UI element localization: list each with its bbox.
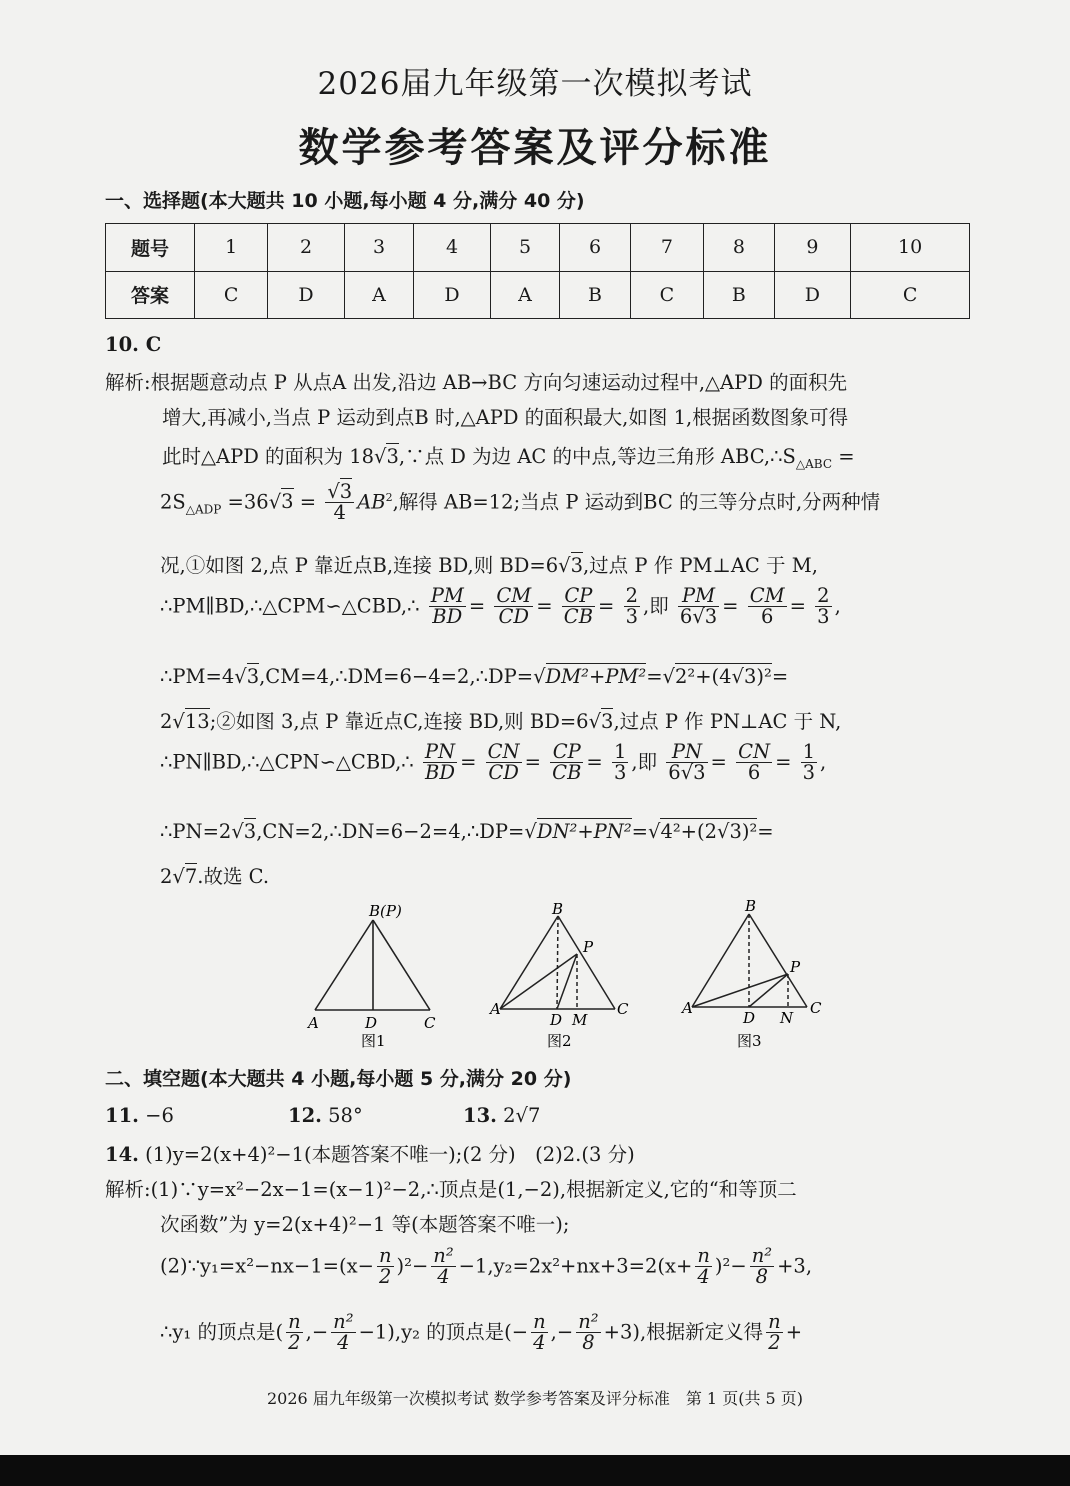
radicand: 7 (184, 865, 198, 888)
answer: (1)y=2(x+4)²−1(本题答案不唯一);(2 分) (2)2.(3 分) (145, 1143, 635, 1166)
text: (− (504, 1320, 529, 1344)
radicand: 3 (243, 820, 257, 843)
text: = (771, 665, 789, 688)
label-n: N (780, 1009, 794, 1027)
answer: 58° (328, 1104, 363, 1127)
label-m: M (572, 1011, 588, 1029)
fraction: $\frac{\text{n²}}{8}$ (578, 1310, 599, 1355)
text: ∴PN=2 (160, 820, 232, 843)
sqrt-sign: √ (231, 820, 244, 843)
text: ,CN=2,∴DN=6−2=4,∴DP= (256, 820, 525, 843)
q12 (288, 1104, 363, 1127)
superscript: 2 (385, 490, 393, 504)
text: 根据题意动点 P 从点A 出发,沿边 AB→BC 方向匀速运动过程中,△APD 的面积先 (150, 371, 848, 394)
line-ab (315, 920, 373, 1010)
label-p: P (790, 958, 801, 976)
table-header-answer: 答案 (106, 271, 195, 319)
text: ,过点 P 作 PN⊥AC 于 N, (613, 710, 842, 733)
line-bc (373, 920, 430, 1010)
text: ,解得 AB=12;当点 P 运动到BC 的三等分点时,分两种情 (392, 490, 881, 514)
text: + (785, 1320, 803, 1344)
line-ap (500, 954, 577, 1009)
table-cell: 9 (774, 224, 851, 272)
sqrt-sign: √ (374, 445, 387, 468)
q-label: 11. (105, 1104, 139, 1127)
text: = (757, 820, 774, 843)
fraction: $\frac{2}{3}$ (817, 584, 830, 629)
text: (1)∵y=x²−2x−1=(x−1)²−2,∴顶点是(1,−2),根据新定义,它的“和等顶二 (150, 1178, 797, 1201)
text: ∴PM=4 (160, 665, 235, 688)
fraction: $\frac{PM}{6√3}$ (679, 584, 718, 629)
fraction: $\frac{\text{n²}}{4}$ (433, 1244, 454, 1289)
q10-line10 (160, 820, 774, 843)
fraction: $\frac{CM}{6}$ (749, 584, 785, 629)
radicand: 3 (339, 480, 353, 503)
answer: 2√7 (503, 1104, 541, 1127)
line-bd-dashed (557, 916, 558, 1009)
table-cell: D (414, 271, 491, 319)
text: ;②如图 3,点 P 靠近点C,连接 BD,则 BD=6 (209, 710, 589, 733)
figure-caption: 图2 (547, 1032, 572, 1050)
text: ,即 (631, 750, 658, 774)
sqrt-sign: √ (327, 480, 340, 503)
sqrt-sign: √ (172, 865, 185, 888)
text: = (832, 445, 855, 468)
fraction: $\frac{CN}{CD}$ (487, 740, 520, 785)
text: ,过点 P 作 PM⊥AC 于 M, (582, 554, 818, 577)
table-cell: C (195, 271, 268, 319)
fraction: $\frac{CP}{CB}$ (552, 740, 582, 785)
q10-line9: ∴PN∥BD,∴△CPN∽△CBD,∴ $\frac{PN}{BD}$ = $\frac{CN}{CD}$ = $\frac{CP}{CB}$ = $\frac{1}{3}$ ,即 $\frac{PN}{6√3}$ = $\frac{CN}{6}$ = $\frac{1}{3}$ , (160, 740, 827, 785)
text: 2 (160, 710, 173, 733)
label-b: B (552, 900, 564, 918)
label-bp: B(P) (369, 902, 402, 920)
figure-1 (315, 920, 430, 1010)
page-footer: 2026 届九年级第一次模拟考试 数学参考答案及评分标准 第 1 页(共 5 页) (266, 1389, 804, 1408)
line-pd (749, 974, 788, 1007)
table-cell: 6 (560, 224, 631, 272)
text: ∴y₁ 的顶点是 (160, 1320, 276, 1344)
table-cell: 4 (414, 224, 491, 272)
sqrt-sign: √ (662, 665, 675, 688)
answer: −6 (145, 1104, 174, 1127)
table-cell: A (344, 271, 413, 319)
text: (x+ (657, 1254, 693, 1278)
table-cell: 2 (268, 224, 345, 272)
q13 (463, 1104, 540, 1127)
q14-line4 (160, 1312, 802, 1354)
sqrt-sign: √ (268, 490, 282, 514)
table-row (106, 271, 970, 319)
line-pd (557, 954, 577, 1009)
fraction: $\frac{CP}{CB}$ (563, 584, 594, 629)
radicand: DN²+PN² (536, 820, 632, 843)
fraction: $\frac{\text{n²}}{4}$ (333, 1310, 354, 1355)
subscript: △ABC (795, 456, 833, 471)
radicand: 3 (570, 554, 583, 577)
label-p: P (583, 938, 594, 956)
table-cell: 1 (195, 224, 268, 272)
q10-line11 (160, 861, 269, 889)
q-label: 12. (288, 1104, 322, 1127)
sqrt-sign: √ (524, 820, 537, 843)
text: ,CM=4,∴DM=6−4=2,∴DP= (259, 665, 534, 688)
figures (290, 892, 850, 1057)
label-b: B (745, 897, 757, 915)
q14 (105, 1139, 635, 1167)
fraction: $\frac{n}{4}$ (533, 1310, 546, 1355)
text: ( (275, 1320, 284, 1344)
radicand: 3 (281, 490, 294, 514)
q-label: 13. (463, 1104, 497, 1127)
label-a: A (308, 1014, 319, 1032)
text: (2)∵y₁=x²−nx−1= (160, 1254, 339, 1278)
text: AB (357, 490, 386, 514)
denominator: 4 (333, 501, 346, 525)
q10-line8 (160, 706, 841, 734)
text: ∴PN∥BD,∴△CPN∽△CBD,∴ (160, 750, 414, 774)
text: ,− (305, 1320, 329, 1344)
text: +3) (603, 1320, 640, 1344)
text: −1) (358, 1320, 395, 1344)
q10-line6: ∴PM∥BD,∴△CPM∽△CBD,∴ $\frac{PM}{BD}$ = $\frac{CM}{CD}$ = $\frac{CP}{CB}$ = $\frac{2}{3}$ ,即 $\frac{PM}{6√3}$ = $\frac{CM}{6}$ = $\frac{2}{3}$ , (160, 584, 841, 629)
text: (x− (339, 1254, 374, 1278)
q10-line5 (160, 550, 818, 578)
table-cell: D (774, 271, 851, 319)
text: )²− (396, 1254, 429, 1278)
fraction: $\frac{2}{3}$ (625, 584, 639, 629)
radicand: 3 (601, 710, 614, 733)
table-cell: C (851, 271, 970, 319)
table-cell: D (268, 271, 345, 319)
text: = (646, 665, 663, 688)
sqrt-sign: √ (533, 665, 546, 688)
fraction: $\frac{PM}{BD}$ (430, 584, 464, 629)
label-c: C (617, 1000, 629, 1018)
jiexi-label: 解析: (105, 371, 151, 394)
table-cell: B (704, 271, 775, 319)
fraction: $\frac{n}{2}$ (288, 1310, 301, 1355)
sqrt-sign: √ (234, 665, 247, 688)
bottom-shadow (0, 1455, 1070, 1486)
table-cell: 10 (851, 224, 970, 272)
jiexi-label: 解析: (105, 1178, 151, 1201)
label-d: D (550, 1011, 563, 1029)
answer-table (105, 223, 970, 319)
fraction: $\frac{n}{2}$ (378, 1244, 392, 1289)
fraction: $\frac{n}{2}$ (768, 1310, 781, 1355)
fraction: $\frac{1}{3}$ (613, 740, 627, 785)
label-d: D (743, 1009, 756, 1027)
table-row (106, 224, 970, 272)
text: ,∵点 D 为边 AC 的中点,等边三角形 ABC,∴S (398, 445, 796, 468)
line-ab (500, 916, 558, 1009)
label-a: A (682, 999, 693, 1017)
section2-heading: 二、填空题(本大题共 4 小题,每小题 5 分,满分 20 分) (105, 1068, 572, 1090)
table-cell: 7 (630, 224, 703, 272)
fraction: $\frac{n}{4}$ (697, 1244, 710, 1289)
text: −1,y₂=2x²+nx+3=2 (458, 1254, 658, 1278)
fraction: $\frac{\text{n²}}{8}$ (751, 1244, 773, 1289)
text: 2S (160, 490, 186, 514)
text: 此时△APD 的面积为 18 (162, 445, 375, 468)
fraction: $\frac{1}{3}$ (802, 740, 816, 785)
text: = (293, 490, 317, 514)
line-bc (558, 916, 615, 1009)
label-a: A (490, 1000, 501, 1018)
q14-line1 (105, 1174, 797, 1202)
sqrt-sign: √ (172, 710, 185, 733)
text: .故选 C. (197, 865, 270, 888)
text: 况,①如图 2,点 P 靠近点B,连接 BD,则 BD=6 (160, 554, 559, 577)
q10-line4 (160, 482, 880, 524)
radicand: DM²+PM² (545, 665, 647, 688)
text: , (820, 750, 827, 774)
figure-caption: 图1 (361, 1032, 386, 1050)
text: , (834, 594, 841, 618)
table-header-number: 题号 (106, 224, 195, 272)
table-cell: 8 (704, 224, 775, 272)
text: = (631, 820, 649, 843)
text: ,即 (643, 594, 669, 618)
radicand: 2²+(4√3)² (674, 665, 772, 688)
table-cell: 5 (490, 224, 559, 272)
sqrt-sign: √ (648, 820, 661, 843)
fraction: $\frac{CN}{6}$ (738, 740, 771, 785)
figure-2 (500, 916, 615, 1009)
sqrt-sign: √ (588, 710, 602, 733)
radicand: 3 (386, 445, 399, 468)
text: ,根据新定义得 (639, 1320, 764, 1344)
label-c: C (424, 1014, 436, 1032)
q10-line1 (105, 367, 847, 395)
exam-title: 2026届九年级第一次模拟考试 (317, 66, 753, 102)
text: ∴PM∥BD,∴△CPM∽△CBD,∴ (160, 594, 420, 618)
text: ,− (550, 1320, 574, 1344)
label-c: C (810, 999, 822, 1017)
radicand: 3 (246, 665, 260, 688)
figure-caption: 图3 (737, 1032, 762, 1050)
table-cell: 3 (344, 224, 413, 272)
q10-line7 (160, 665, 788, 688)
line-ap (692, 974, 788, 1007)
q10-line2: 增大,再减小,当点 P 运动到点B 时,△APD 的面积最大,如图 1,根据函数图象可得 (162, 406, 849, 429)
text: 2 (160, 865, 173, 888)
sqrt-sign: √ (558, 554, 571, 577)
q10-label: 10. C (105, 333, 162, 356)
label-d: D (365, 1014, 378, 1032)
section1-heading: 一、选择题(本大题共 10 小题,每小题 4 分,满分 40 分) (105, 190, 585, 212)
fraction: $\frac{CM}{CD}$ (496, 584, 532, 629)
line-ab (692, 914, 749, 1007)
text: +3, (777, 1254, 813, 1278)
q14-line2: 次函数”为 y=2(x+4)²−1 等(本题答案不唯一); (160, 1213, 570, 1236)
q-label: 14. (105, 1143, 139, 1166)
radicand: 4²+(2√3)² (660, 820, 758, 843)
text: ,y₂ 的顶点是 (394, 1320, 505, 1344)
text: =36 (221, 490, 269, 514)
table-cell: C (630, 271, 703, 319)
text: )²− (714, 1254, 747, 1278)
fraction: $\frac{PN}{6√3}$ (668, 740, 706, 785)
q10-line3 (162, 441, 855, 471)
table-cell: B (560, 271, 631, 319)
subscript: △ADP (185, 502, 222, 517)
fraction (325, 482, 354, 524)
table-cell: A (490, 271, 559, 319)
fraction: $\frac{PN}{BD}$ (424, 740, 456, 785)
q14-line3 (160, 1246, 812, 1288)
q11 (105, 1104, 174, 1127)
document-title: 数学参考答案及评分标准 (298, 125, 772, 171)
radicand: 13 (184, 710, 210, 733)
